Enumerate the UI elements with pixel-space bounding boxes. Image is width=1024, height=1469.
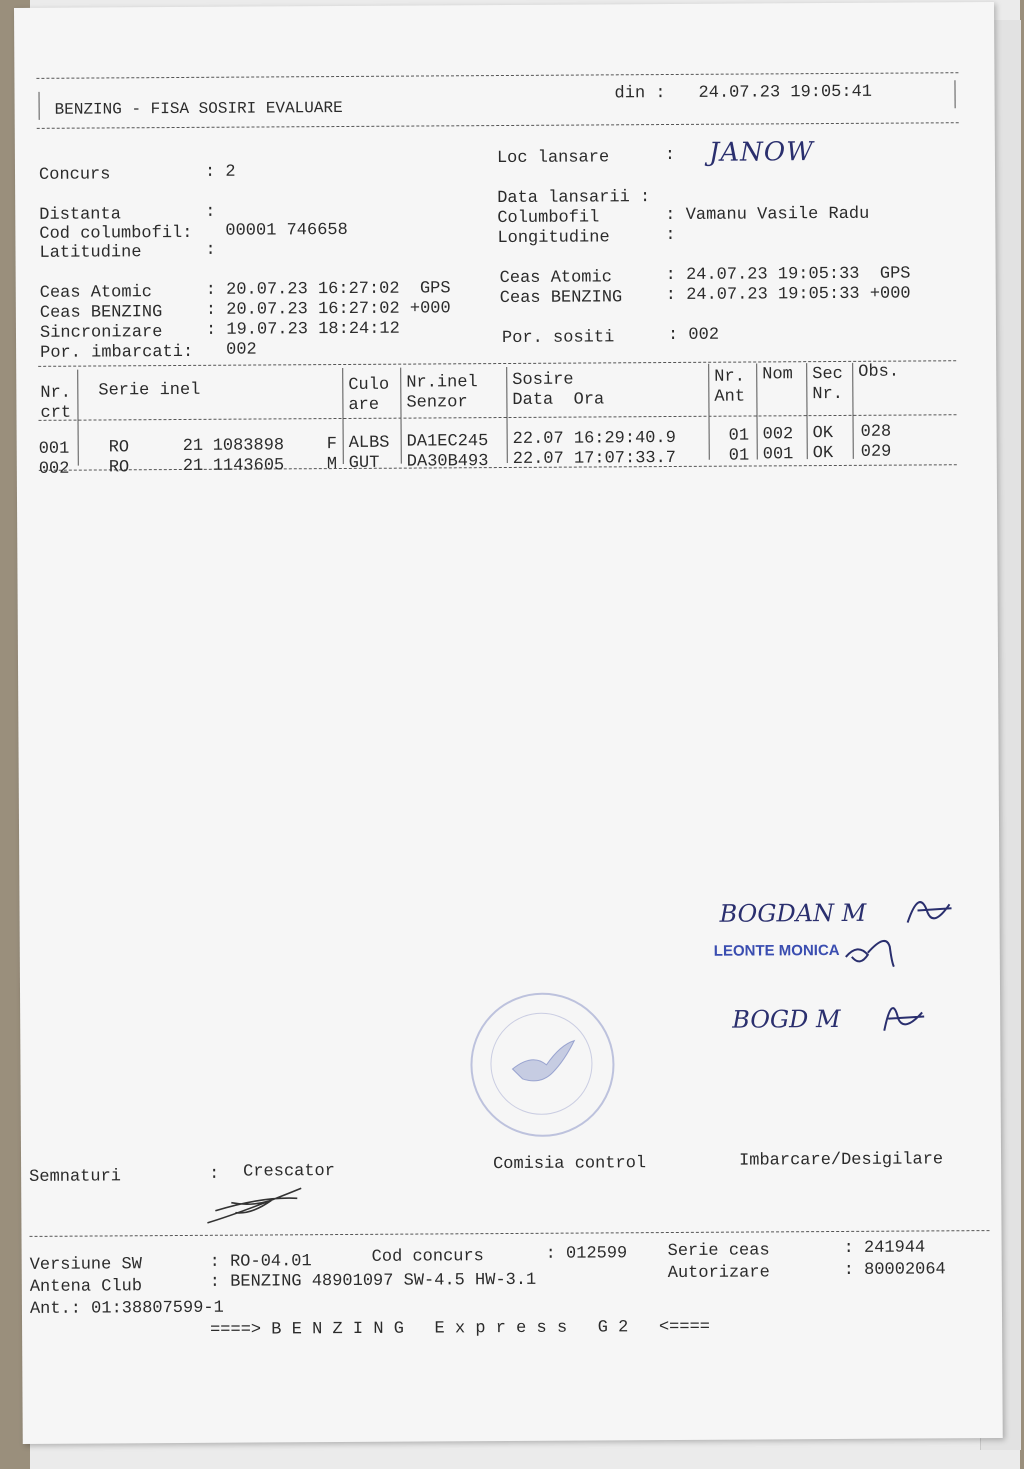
din-label: din : [614,84,666,104]
sincronizare-label: Sincronizare [39,323,163,343]
row1-sex: F [326,435,337,455]
th-nr-inel-2: Senzor [406,393,468,413]
th-sosire-2: Data Ora [512,390,605,410]
header-bottom-rule [37,122,959,129]
signature-scribble-2 [838,923,898,973]
ceas-atomic-label-left: Ceas Atomic [39,283,153,303]
row1-sosire: 22.07 16:29:40.9 [512,428,676,449]
row2-sec: OK [812,444,834,464]
row1-ant: 01 [728,426,750,446]
latitudine-label: Latitudine [39,243,142,263]
por-imbarcati-value: 002 [226,340,257,360]
antena-value: : BENZING 48901097 SW-4.5 HW-3.1 [209,1270,537,1292]
cod-columbofil-label: Cod columbofil: [39,223,193,244]
ceas-benzing-label-left: Ceas BENZING [39,303,163,323]
row2-senzor: DA30B493 [406,452,489,472]
header-left-bar [39,92,40,120]
row2-obs: 029 [860,442,892,462]
longitudine-label: Longitudine [497,228,610,249]
row2-culoare: GUT [348,453,380,473]
por-imbarcati-label: Por. imbarcati: [40,342,194,363]
th-sosire-1: Sosire [512,370,574,390]
crescator-label: Crescator [243,1162,335,1182]
row2-nom: 001 [762,445,794,465]
imbarcare-label: Imbarcare/Desigilare [738,1150,944,1171]
th-nr-inel-1: Nr.inel [406,373,478,393]
versiune-value: : RO-04.01 [209,1252,312,1272]
distanta-label: Distanta [39,205,121,225]
th-sec-2: Nr. [812,384,844,405]
sincronizare-value: : 19.07.23 18:24:12 [205,319,400,340]
col-sep-8 [852,363,854,459]
cod-columbofil-value: 00001 746658 [225,220,348,241]
versiune-label: Versiune SW [29,1255,142,1275]
autorizare-label: Autorizare [667,1263,770,1284]
semnaturi-label: Semnaturi [29,1167,122,1187]
club-stamp [470,992,615,1137]
serie-ceas-label: Serie ceas [667,1241,770,1262]
row2-an: 21 [182,456,204,476]
th-culoare-1: Culo [348,375,390,395]
header-top-rule [36,72,958,79]
row1-nom: 002 [762,425,794,445]
antena-label: Antena Club [29,1277,143,1297]
row1-culoare: ALBS [348,433,390,453]
table-header-rule [39,414,957,421]
row2-sex: M [326,455,338,475]
serie-ceas-value: : 241944 [843,1238,926,1258]
comisia-control-label: Comisia control [493,1154,647,1175]
col-sep-4 [506,367,508,463]
col-sep-5 [708,364,710,460]
th-sec-1: Sec [812,364,843,385]
distanta-value: : [205,202,216,222]
signature-bogdan-2: BOGD M [732,1004,841,1034]
th-nom: Nom [762,365,793,385]
ceas-benzing-value-right: : 24.07.23 19:05:33 +000 [665,284,911,306]
columbofil-value: : Vamanu Vasile Radu [665,204,870,226]
row2-sosire: 22.07 17:07:33.7 [512,448,677,469]
columbofil-label: Columbofil [497,208,600,229]
antenna-serial: Ant.: 01:38807599-1 [29,1298,224,1319]
row1-senzor: DA1EC245 [406,432,489,452]
col-sep-2 [342,368,344,464]
th-nr-crt-1: Nr. [40,383,72,403]
ceas-benzing-value-left: : 20.07.23 16:27:02 +000 [205,299,451,320]
th-nr-ant-1: Nr. [714,367,745,387]
header-right-bar [954,80,955,108]
loc-lansare-label: Loc lansare [496,148,610,169]
row1-tara: RO [108,438,130,458]
signature-bogdan: BOGDAN M [719,898,867,928]
row2-ant: 01 [728,446,750,466]
signature-scribble-1 [899,882,959,932]
longitudine-value: : [665,225,676,246]
signature-scribble-3 [874,988,934,1038]
row1-obs: 028 [860,422,892,442]
benzing-express-banner: ====> B E N Z I N G E x p r e s s G 2 <==== [210,1317,711,1340]
latitudine-value: : [205,240,216,260]
th-nr-crt-2: crt [40,403,72,423]
dove-icon [502,1035,582,1095]
data-lansarii-label: Data lansarii : [497,188,651,209]
row1-an: 21 [182,436,204,456]
stamp-leonte-monica: LEONTE MONICA [713,941,840,960]
row1-nr: 001 [38,439,70,459]
ceas-atomic-value-right: : 24.07.23 19:05:33 GPS [665,264,911,286]
th-nr-ant-2: Ant [714,387,746,407]
row1-sec: OK [812,424,834,444]
th-serie-inel: Serie inel [98,380,201,401]
cod-concurs-label: Cod concurs [371,1247,484,1267]
por-sositi-label: Por. sositi [501,328,615,349]
footer-rule [30,1230,990,1237]
loc-lansare-value: : [664,145,676,166]
th-culoare-2: are [348,395,380,415]
row2-inel: 1143605 [212,456,285,476]
col-sep-6 [756,363,758,459]
document-page [14,2,1003,1444]
col-sep-1 [77,370,79,466]
row1-inel: 1083898 [212,436,285,456]
loc-lansare-handwritten: JANOW [708,137,814,168]
ceas-atomic-value-left: : 20.07.23 16:27:02 GPS [205,279,451,300]
col-sep-3 [400,368,402,464]
row2-nr: 002 [38,459,70,479]
concurs-label: Concurs [38,165,111,185]
document-title: BENZING - FISA SOSIRI EVALUARE [54,98,343,119]
col-sep-7 [806,363,808,459]
din-value: 24.07.23 19:05:41 [698,82,873,103]
row2-tara: RO [108,458,130,478]
ceas-atomic-label-right: Ceas Atomic [499,268,612,289]
semnaturi-colon: : [209,1164,220,1184]
th-obs: Obs. [858,362,900,382]
table-bottom-rule [39,464,957,471]
ceas-benzing-label-right: Ceas BENZING [499,288,623,309]
cod-concurs-value: : 012599 [545,1244,628,1264]
crescator-signature-scribble [201,1182,311,1231]
concurs-value: : 2 [204,162,236,182]
por-sositi-value: : 002 [667,325,720,346]
autorizare-value: : 80002064 [843,1260,946,1280]
